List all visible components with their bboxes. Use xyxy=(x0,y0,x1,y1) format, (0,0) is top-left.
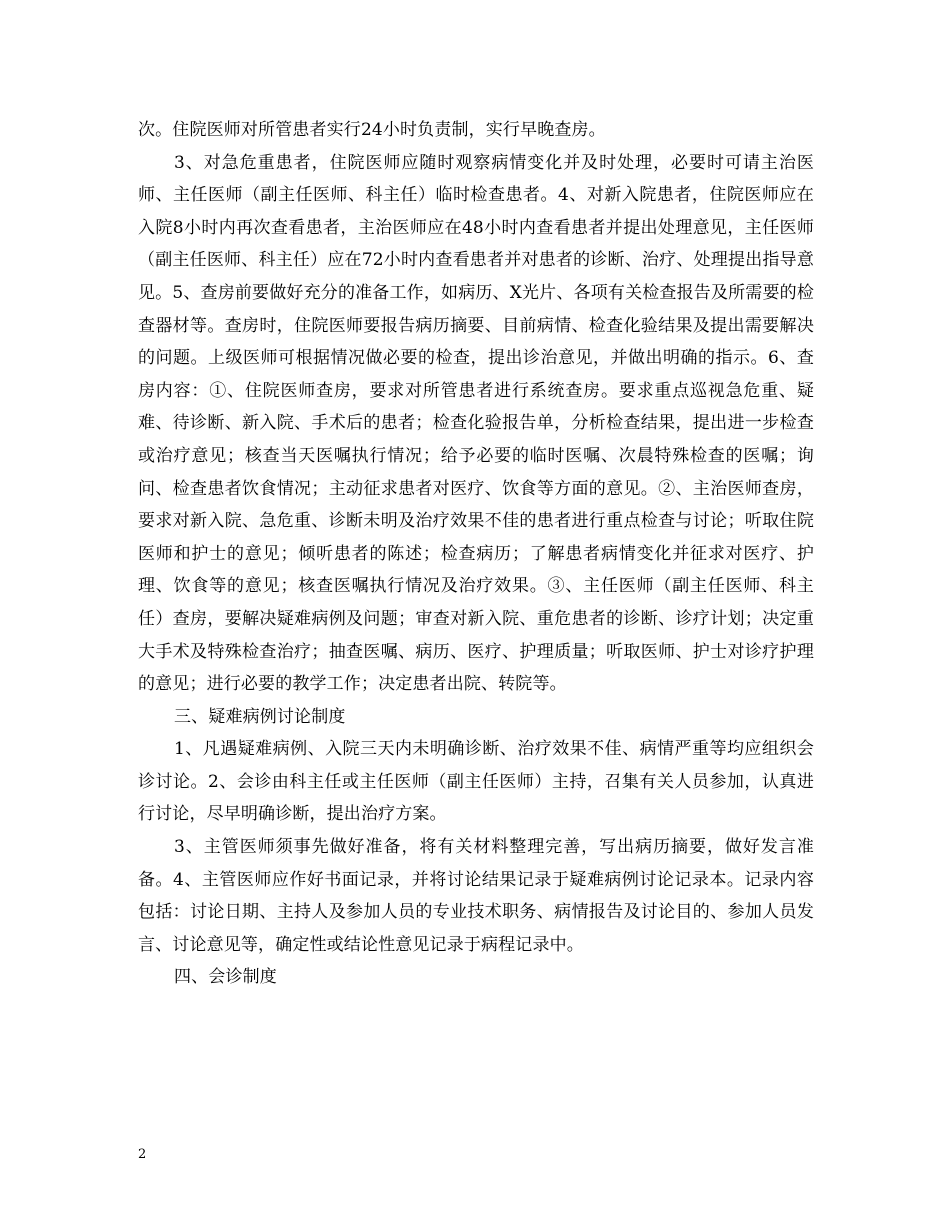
paragraph-1: 次。住院医师对所管患者实行24小时负责制，实行早晚查房。 xyxy=(138,120,606,140)
paragraph-2: 3、对急危重患者，住院医师应随时观察病情变化并及时处理，必要时可请主治医师、主任医师（副主任医师、科主任）临时检查患者。4、对新入院患者，住院医师应在入院8小时内再次查看患者，主治医师应在48小时内查看患者并提出处理意见，主任医师（副主任医师、科主任）应在72小时内查看患者并对患者的诊断、治疗、处理提出指导意见。5、查房前要做好充分的准备工作，如病历、X光片、各项有关检查报告及所需要的检查器材等。查房时，住院医师要报告病历摘要、目前病情、检查化验结果及提出需要解决的问题。上级医师可根据情况做必要的检查，提出诊治意见，并做出明确的指示。6、查房内容：①、住院医师查房，要求对所管患者进行系统查房。要求重点巡视急危重、疑难、待诊断、新入院、手术后的患者；检查化验报告单，分析检查结果，提出进一步检查或治疗意见；核查当天医嘱执行情况；给予必要的临时医嘱、次晨特殊检查的医嘱；询问、检查患者饮食情况；主动征求患者对医疗、饮食等方面的意见。②、主治医师查房，要求对新入院、急危重、诊断未明及治疗效果不佳的患者进行重点检查与讨论；听取住院医师和护士的意见；倾听患者的陈述；检查病历；了解患者病情变化并征求对医疗、护理、饮食等的意见；核查医嘱执行情况及治疗效果。③、主任医师（副主任医师、科主任）查房，要解决疑难病例及问题；审查对新入院、重危患者的诊断、诊疗计划；决定重大手术及特殊检查治疗；抽查医嘱、病历、医疗、护理质量；听取医师、护士对诊疗护理的意见；进行必要的教学工作；决定患者出院、转院等。 xyxy=(138,152,814,695)
paragraph-5: 3、主管医师须事先做好准备，将有关材料整理完善，写出病历摘要，做好发言准备。4、主管医师应作好书面记录，并将讨论结果记录于疑难病例讨论记录本。记录内容包括：讨论日期、主持人及参加人员的专业技术职务、病情报告及讨论目的、参加人员发言、讨论意见等，确定性或结论性意见记录于病程记录中。 xyxy=(138,837,814,955)
document-body xyxy=(138,114,814,994)
paragraph-4: 1、凡遇疑难病例、入院三天内未明确诊断、治疗效果不佳、病情严重等均应组织会诊讨论。2、会诊由科主任或主任医师（副主任医师）主持，召集有关人员参加，认真进行讨论，尽早明确诊断，提出治疗方案。 xyxy=(138,739,814,825)
section-heading-3: 三、疑难病例讨论制度 xyxy=(174,706,346,727)
section-heading-4: 四、会诊制度 xyxy=(174,967,277,988)
page-number: 2 xyxy=(138,1147,147,1162)
